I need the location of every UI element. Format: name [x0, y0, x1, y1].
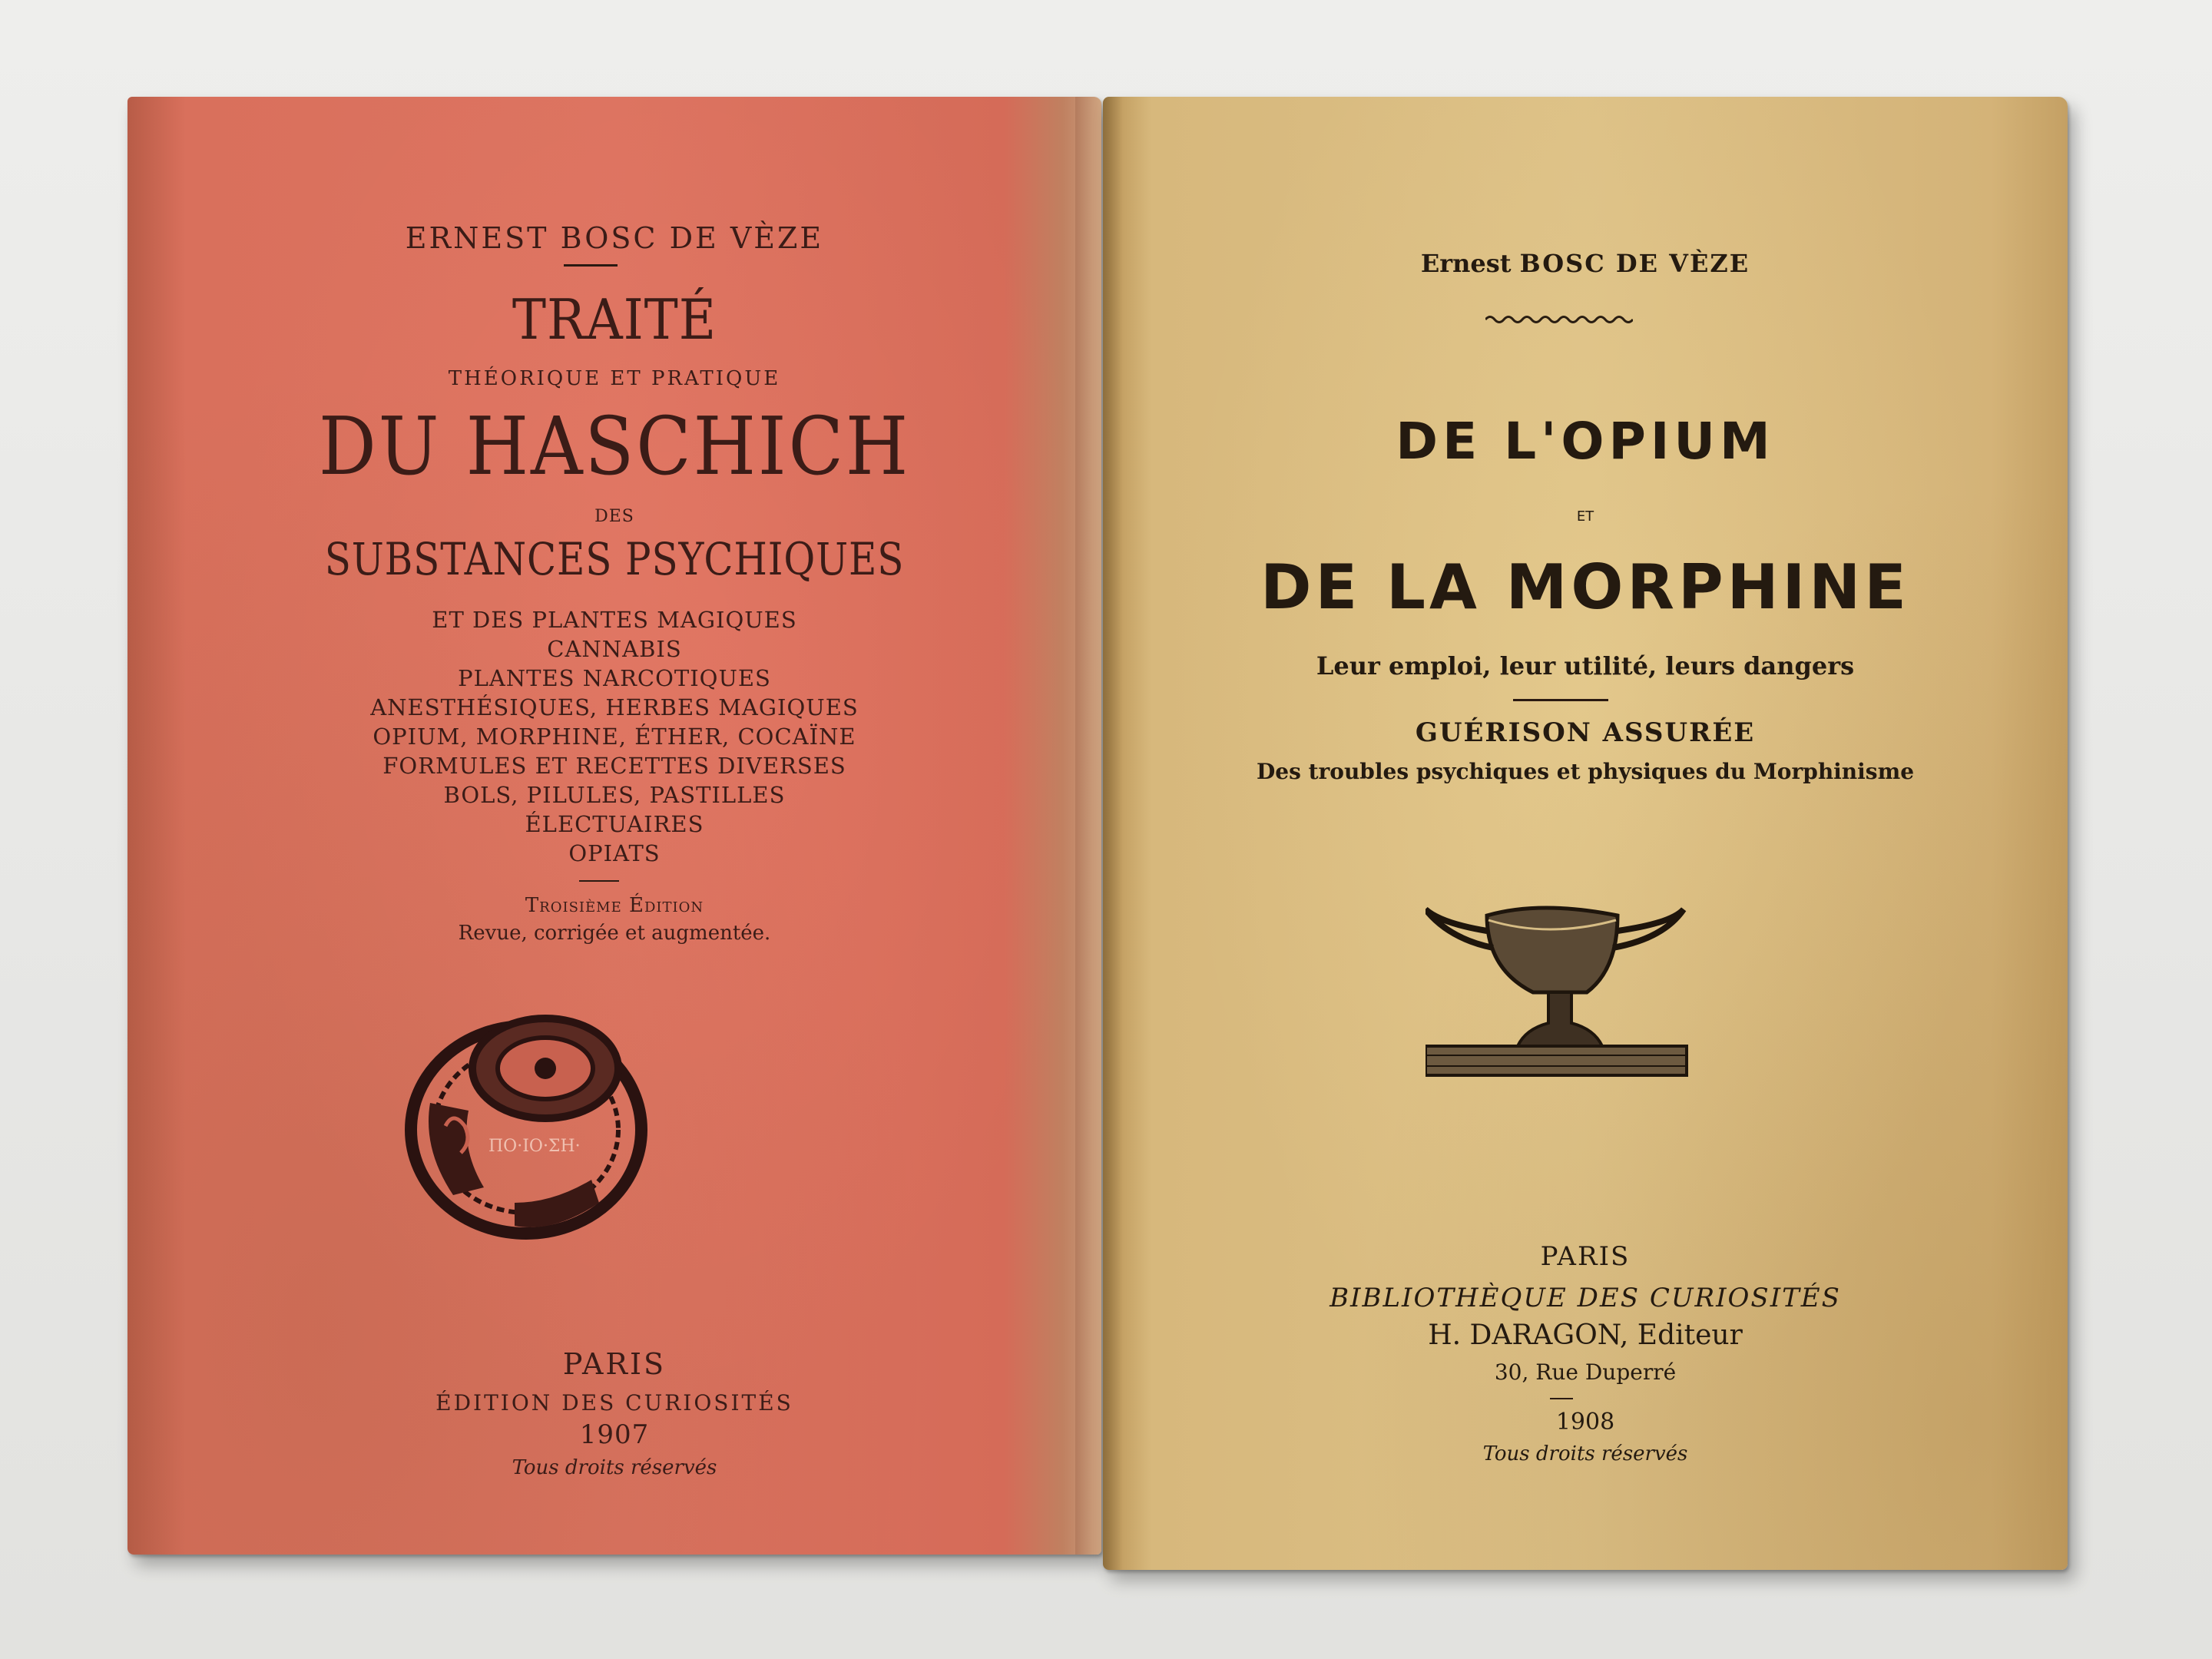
vase-engraving	[1426, 892, 1733, 1092]
list-item: ET DES PLANTES MAGIQUES	[432, 607, 797, 633]
des-label: DES	[594, 507, 634, 526]
year: 1907	[579, 1419, 650, 1450]
cure: GUÉRISON ASSURÉE	[1415, 717, 1756, 748]
rights: Tous droits réservés	[512, 1456, 717, 1479]
subtitle: SUBSTANCES PSYCHIQUES	[324, 533, 905, 585]
ring-inscription: ΠΟ·ΙΟ·ΣΗ·	[488, 1137, 581, 1156]
list-item: OPIUM, MORPHINE, ÉTHER, COCAÏNE	[373, 724, 856, 750]
year: 1908	[1555, 1409, 1615, 1435]
wavy-divider	[1485, 314, 1633, 325]
list-item: ÉLECTUAIRES	[525, 811, 704, 837]
divider	[564, 264, 618, 267]
city: PARIS	[562, 1347, 667, 1381]
author: ERNEST BOSC DE VÈZE	[405, 221, 824, 255]
list-item: ANESTHÉSIQUES, HERBES MAGIQUES	[370, 694, 859, 720]
publisher: H. DARAGON, Editeur	[1428, 1320, 1743, 1351]
publisher: ÉDITION DES CURIOSITÉS	[435, 1390, 793, 1416]
divider	[579, 880, 619, 882]
title-sub: THÉORIQUE ET PRATIQUE	[448, 367, 781, 390]
list-item: CANNABIS	[547, 636, 682, 662]
ring-engraving	[399, 995, 653, 1241]
title-big: DU HASCHICH	[318, 399, 911, 493]
list-item: FORMULES ET RECETTES DIVERSES	[382, 753, 846, 779]
tagline: Leur emploi, leur utilité, leurs dangers	[1316, 651, 1855, 680]
author-first: Ernest	[1420, 249, 1512, 278]
cure-subtitle: Des troubles psychiques et physiques du Morphinisme	[1256, 759, 1915, 784]
title-2: DE LA MORPHINE	[1260, 551, 1910, 623]
et-label: ET	[1576, 508, 1594, 525]
list-item: OPIATS	[568, 840, 661, 866]
rights: Tous droits réservés	[1482, 1442, 1688, 1465]
divider	[1550, 1398, 1573, 1399]
city: PARIS	[1540, 1241, 1631, 1272]
divider	[1513, 699, 1608, 701]
author-last: BOSC DE VÈZE	[1519, 249, 1750, 278]
library: BIBLIOTHÈQUE DES CURIOSITÉS	[1330, 1283, 1841, 1313]
address: 30, Rue Duperré	[1494, 1359, 1677, 1385]
book-haschich	[127, 97, 1101, 1555]
book-opium	[1103, 97, 2068, 1570]
list-item: BOLS, PILULES, PASTILLES	[443, 782, 786, 808]
list-item: PLANTES NARCOTIQUES	[458, 665, 771, 691]
title-1: DE L'OPIUM	[1396, 412, 1775, 471]
title-main: TRAITÉ	[512, 287, 717, 352]
revision: Revue, corrigée et augmentée.	[458, 922, 771, 945]
author	[1103, 249, 2068, 278]
edition: Troisième Édition	[525, 894, 704, 917]
